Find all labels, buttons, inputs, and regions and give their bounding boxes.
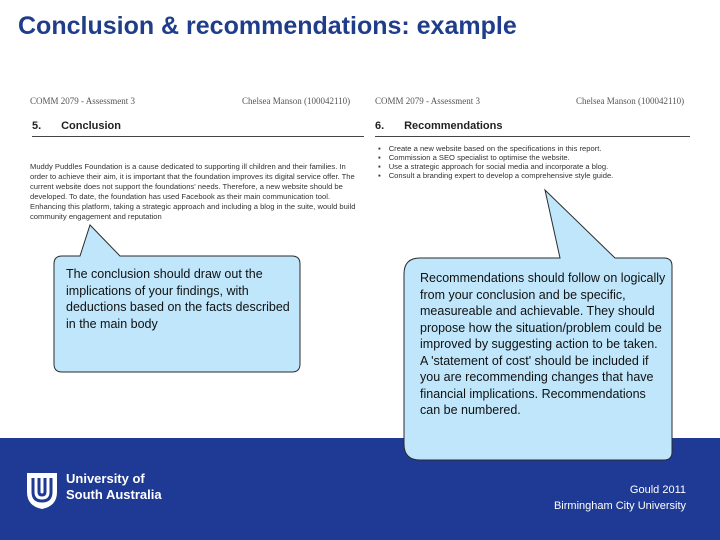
excerpt-author: Chelsea Manson (100042110): [576, 96, 685, 106]
credit-line2: Birmingham City University: [553, 500, 686, 512]
credit-line1: Gould 2011: [629, 484, 686, 496]
university-name-line2: South Australia: [66, 486, 162, 502]
section-number: 6.: [375, 120, 385, 132]
slide-title: Conclusion & recommendations: example: [18, 12, 517, 40]
section-title: Recommendations: [404, 120, 503, 132]
unisa-logo-icon: [22, 470, 62, 510]
university-name: [66, 471, 176, 502]
conclusion-paragraph: Muddy Puddles Foundation is a cause dedicated to supporting ill children and their families. In order to achieve their aim, it is important that the foundation improves its digital service offer. The current website does not support the foundations' needs. Therefore, a new website should be developed. To date, the foundation has used Facebook as their main communication tool. Enhancing this platform, taking a strategic approach and including a blog in the suite, would build community engagement and reputation: [30, 162, 356, 221]
conclusion-callout-text: The conclusion should draw out the implications of your findings, with deductions based on the facts described in the main body: [66, 267, 290, 331]
excerpt-author: Chelsea Manson (100042110): [242, 96, 351, 106]
section-number: 5.: [32, 120, 42, 132]
section-title: Conclusion: [61, 120, 121, 132]
list-item: ▪ Consult a branding expert to develop a comprehensive style guide.: [378, 171, 690, 180]
recommendations-callout-text: Recommendations should follow on logically from your conclusion and be specific, measureable and achievable. They should propose how the situation/problem could be improved by suggesting action to be taken. A 'statement of cost' should be included if you are recommending changes that have financial implications. Recommendations can be numbered.: [420, 271, 666, 417]
excerpt-course: COMM 2079 - Assessment 3: [30, 96, 136, 106]
list-item: ▪ Use a strategic approach for social media and incorporate a blog.: [378, 162, 690, 171]
list-item: ▪ Commission a SEO specialist to optimise the website.: [378, 153, 690, 162]
list-item: ▪ Create a new website based on the specifications in this report.: [378, 144, 690, 153]
source-credit: [554, 482, 686, 514]
excerpt-course: COMM 2079 - Assessment 3: [375, 96, 481, 106]
university-name-line1: University of: [66, 471, 145, 486]
